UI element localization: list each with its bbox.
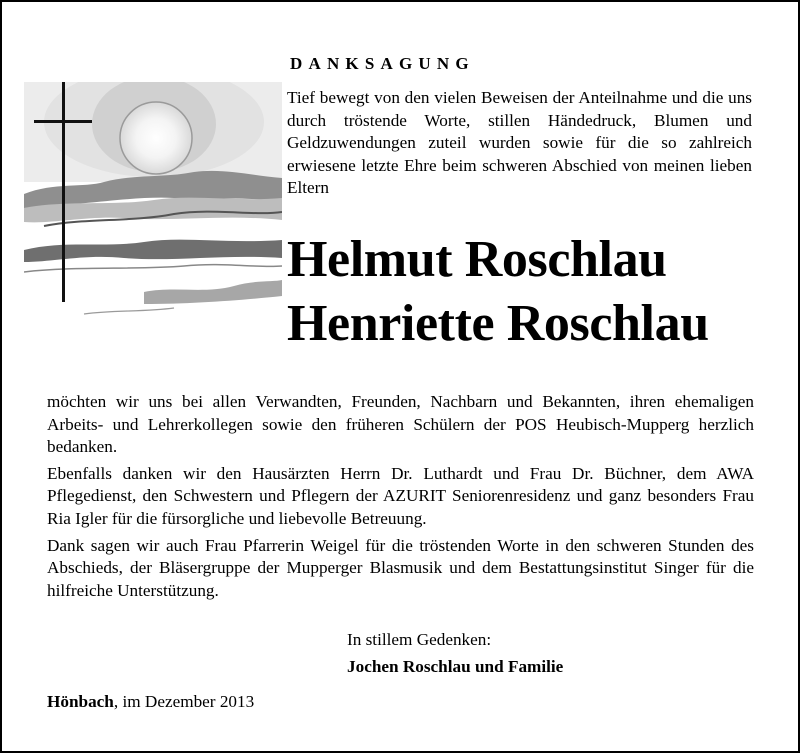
cross-horizontal — [34, 120, 92, 123]
deceased-names — [287, 228, 709, 356]
place: Hönbach — [47, 692, 114, 711]
thanks-body — [47, 391, 754, 606]
closing-line: In stillem Gedenken: — [347, 630, 492, 649]
thanks-paragraph-3: Dank sagen wir auch Frau Pfarrerin Weigel für die tröstenden Worte in den schweren Stunden des Abschieds, der Bläsergruppe der Mupperger Blasmusik und dem Bestattungsinstitut Singer für die hilfreiche Unterstützung. — [47, 535, 754, 600]
place-date — [47, 692, 254, 712]
cross-vertical — [62, 82, 65, 302]
closing-block — [347, 626, 563, 680]
cross-and-sunset-illustration — [24, 82, 282, 334]
deceased-name-1: Helmut Roschlau — [287, 231, 667, 288]
sun-shape — [120, 102, 192, 174]
date: , im Dezember 2013 — [113, 692, 255, 711]
closing-family: Jochen Roschlau und Familie — [347, 657, 564, 676]
notice-heading: DANKSAGUNG — [290, 54, 475, 73]
intro-text: Tief bewegt von den vielen Beweisen der Anteilnahme und die uns durch tröstende Worte, stillen Händedruck, Blumen und Geldzuwendungen zuteil wurden sowie für die so zahlreich erwiesene letzte Ehre beim schweren Abschied von meinen lieben Eltern — [287, 88, 752, 198]
thanks-paragraph-2: Ebenfalls danken wir den Hausärzten Herrn Dr. Luthardt und Frau Dr. Büchner, dem AWA Pflegedienst, den Schwestern und Pflegern der AZURIT Seniorenresidenz und ganz besonders Frau Ria Igler für die fürsorgliche und liebevolle Betreuung. — [47, 463, 754, 528]
thanks-paragraph-1: möchten wir uns bei allen Verwandten, Freunden, Nachbarn und Bekannten, ihren ehemaligen Arbeits- und Lehrerkollegen sowie den früheren Schülern der POS Heubisch-Mupperg herzlich bedanken. — [47, 392, 754, 457]
deceased-name-2: Henriette Roschlau — [287, 295, 709, 352]
